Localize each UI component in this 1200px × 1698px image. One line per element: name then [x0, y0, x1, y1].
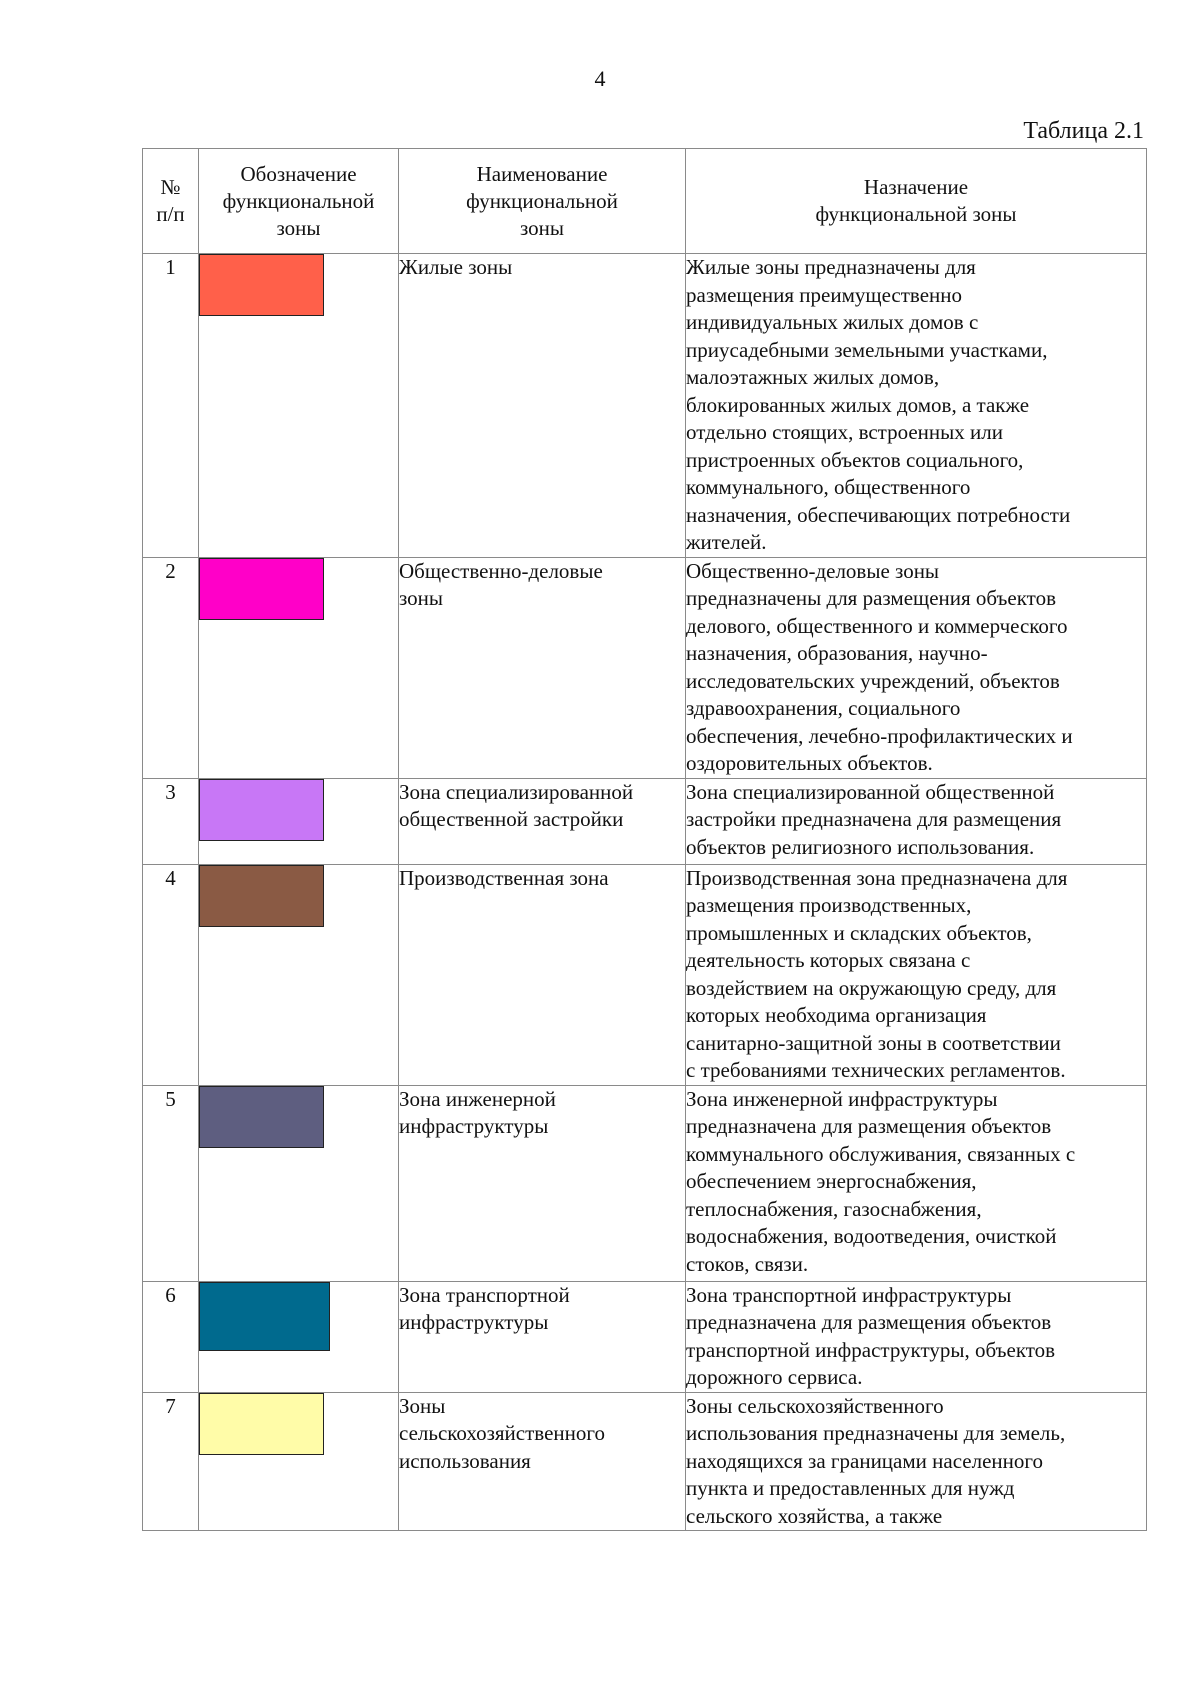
zone-purpose-line: индивидуальных жилых домов с: [686, 310, 979, 334]
row-number: 4: [143, 864, 199, 1085]
table-row: [143, 1392, 1147, 1531]
zone-purpose-line: приусадебными земельными участками,: [686, 337, 1048, 362]
zone-color-swatch: [199, 558, 324, 620]
zone-purpose-line: размещения производственных,: [686, 893, 972, 917]
header-line: Назначение: [863, 175, 969, 199]
zone-name: [399, 1392, 686, 1531]
table-row: [143, 557, 1147, 778]
zone-name-line: зоны: [399, 586, 444, 610]
header-line: Обозначение: [240, 161, 357, 186]
zone-purpose-line: объектов религиозного использования.: [686, 834, 1035, 859]
zone-purpose: [686, 1392, 1147, 1531]
header-line: Наименование: [476, 161, 608, 186]
zone-purpose: [686, 557, 1147, 778]
zone-purpose-line: малоэтажных жилых домов,: [686, 365, 940, 389]
zone-purpose-line: предназначена для размещения объектов: [686, 1310, 1052, 1334]
zone-purpose-line: коммунального обслуживания, связанных с: [686, 1141, 1076, 1166]
zone-color-swatch: [199, 865, 324, 927]
zone-color-swatch: [199, 1393, 324, 1455]
zone-purpose-line: назначения, образования, научно-: [686, 641, 988, 665]
header-line: функциональной: [466, 188, 618, 213]
zone-purpose-line: с требованиями технических регламентов.: [686, 1058, 1066, 1082]
zone-name-line: Зона транспортной: [399, 1282, 570, 1307]
zone-name-line: инфраструктуры: [399, 1310, 549, 1334]
zone-purpose-line: санитарно-защитной зоны в соответствии: [686, 1030, 1061, 1055]
zone-purpose-line: предназначена для размещения объектов: [686, 1114, 1052, 1138]
zone-symbol-cell: [199, 778, 399, 864]
zone-purpose-line: находящихся за границами населенного: [686, 1448, 1043, 1473]
zone-purpose-line: здравоохранения, социального: [686, 696, 961, 720]
header-line: зоны: [276, 215, 321, 240]
zone-purpose-line: воздействием на окружающую среду, для: [686, 975, 1057, 1000]
zone-purpose-line: Зона транспортной инфраструктуры: [686, 1282, 1012, 1307]
zone-purpose-line: Зоны сельскохозяйственного: [686, 1393, 944, 1418]
table-row: [143, 778, 1147, 864]
zone-name: [399, 864, 686, 1085]
zone-purpose: [686, 778, 1147, 864]
zone-name-line: Зоны: [399, 1393, 446, 1418]
zone-name: [399, 778, 686, 864]
zone-purpose-line: исследовательских учреждений, объектов: [686, 668, 1060, 693]
zone-name-line: Общественно-деловые: [399, 558, 603, 583]
table-row: [143, 1085, 1147, 1281]
row-number: 2: [143, 557, 199, 778]
header-symbol: [199, 149, 399, 254]
zone-purpose-line: теплоснабжения, газоснабжения,: [686, 1196, 982, 1221]
zone-color-swatch: [199, 779, 324, 841]
zone-purpose-line: блокированных жилых домов, а также: [686, 392, 1030, 417]
zone-name: [399, 254, 686, 558]
header-line: п/п: [156, 202, 185, 226]
table-row: [143, 864, 1147, 1085]
zone-name-line: инфраструктуры: [399, 1114, 549, 1138]
row-number: 7: [143, 1392, 199, 1531]
zone-purpose-line: деятельность которых связана с: [686, 948, 971, 972]
zone-purpose-line: пункта и предоставленных для нужд: [686, 1476, 1015, 1500]
zone-purpose-line: промышленных и складских объектов,: [686, 920, 1032, 945]
zone-purpose: [686, 1281, 1147, 1392]
zone-color-swatch: [199, 1282, 330, 1351]
header-line: функциональной: [222, 188, 375, 213]
header-zone-purpose: [686, 149, 1147, 254]
header-zone-name: [399, 149, 686, 254]
table-body: [143, 254, 1147, 1531]
zone-purpose-line: обеспечением энергоснабжения,: [686, 1169, 977, 1193]
zone-purpose-line: жителей.: [686, 530, 767, 554]
table-header-row: [143, 149, 1147, 254]
zone-purpose-line: использования предназначены для земель,: [686, 1421, 1066, 1445]
zone-name-line: Жилые зоны: [399, 255, 513, 279]
zone-symbol-cell: [199, 864, 399, 1085]
zone-name-line: Производственная зона: [399, 865, 609, 890]
zone-symbol-cell: [199, 254, 399, 558]
functional-zones-table: [142, 148, 1147, 1531]
header-line: зоны: [519, 215, 565, 240]
zone-purpose-line: делового, общественного и коммерческого: [686, 613, 1068, 638]
zone-purpose-line: сельского хозяйства, а также: [686, 1503, 943, 1528]
zone-purpose-line: транспортной инфраструктуры, объектов: [686, 1337, 1056, 1362]
row-number: 3: [143, 778, 199, 864]
zone-color-swatch: [199, 254, 324, 316]
zone-purpose-line: Производственная зона предназначена для: [686, 865, 1068, 890]
zone-symbol-cell: [199, 1281, 399, 1392]
zone-purpose-line: Зона специализированной общественной: [686, 779, 1055, 804]
zone-purpose-line: назначения, обеспечивающих потребности: [686, 502, 1071, 527]
row-number: 1: [143, 254, 199, 558]
table-row: [143, 254, 1147, 558]
header-number: [143, 149, 199, 254]
zone-purpose-line: стоков, связи.: [686, 1251, 809, 1276]
zone-name: [399, 1281, 686, 1392]
zone-purpose-line: пристроенных объектов социального,: [686, 447, 1024, 472]
table-caption: Таблица 2.1: [1023, 118, 1144, 144]
zone-purpose-line: которых необходима организация: [686, 1003, 987, 1027]
zone-purpose-line: размещения преимущественно: [686, 282, 962, 307]
zone-purpose-line: водоснабжения, водоотведения, очисткой: [686, 1224, 1057, 1248]
zone-purpose: [686, 1085, 1147, 1281]
row-number: 6: [143, 1281, 199, 1392]
zone-name-line: сельскохозяйственного: [399, 1421, 605, 1445]
zone-name: [399, 1085, 686, 1281]
zone-color-swatch: [199, 1086, 324, 1148]
zone-purpose-line: оздоровительных объектов.: [686, 751, 933, 775]
zone-name-line: Зона специализированной: [399, 779, 634, 804]
zone-purpose-line: Жилые зоны предназначены для: [686, 255, 976, 279]
zone-purpose-line: застройки предназначена для размещения: [686, 807, 1062, 831]
zone-name-line: Зона инженерной: [399, 1086, 556, 1111]
page-number: 4: [594, 66, 606, 91]
zone-name: [399, 557, 686, 778]
zone-purpose-line: коммунального, общественного: [686, 475, 971, 499]
zone-symbol-cell: [199, 557, 399, 778]
zone-purpose: [686, 864, 1147, 1085]
zone-purpose-line: отдельно стоящих, встроенных или: [686, 420, 1003, 444]
zone-purpose-line: дорожного сервиса.: [686, 1365, 863, 1389]
zone-purpose: [686, 254, 1147, 558]
zone-symbol-cell: [199, 1085, 399, 1281]
zone-purpose-line: Общественно-деловые зоны: [686, 558, 940, 583]
zone-purpose-line: Зона инженерной инфраструктуры: [686, 1086, 998, 1111]
zone-purpose-line: предназначены для размещения объектов: [686, 586, 1056, 610]
header-line: №: [160, 175, 181, 199]
zone-symbol-cell: [199, 1392, 399, 1531]
zone-purpose-line: обеспечения, лечебно-профилактических и: [686, 723, 1073, 748]
row-number: 5: [143, 1085, 199, 1281]
zone-name-line: использования: [399, 1448, 531, 1473]
zone-name-line: общественной застройки: [399, 807, 624, 831]
table-row: [143, 1281, 1147, 1392]
header-line: функциональной зоны: [815, 202, 1017, 226]
